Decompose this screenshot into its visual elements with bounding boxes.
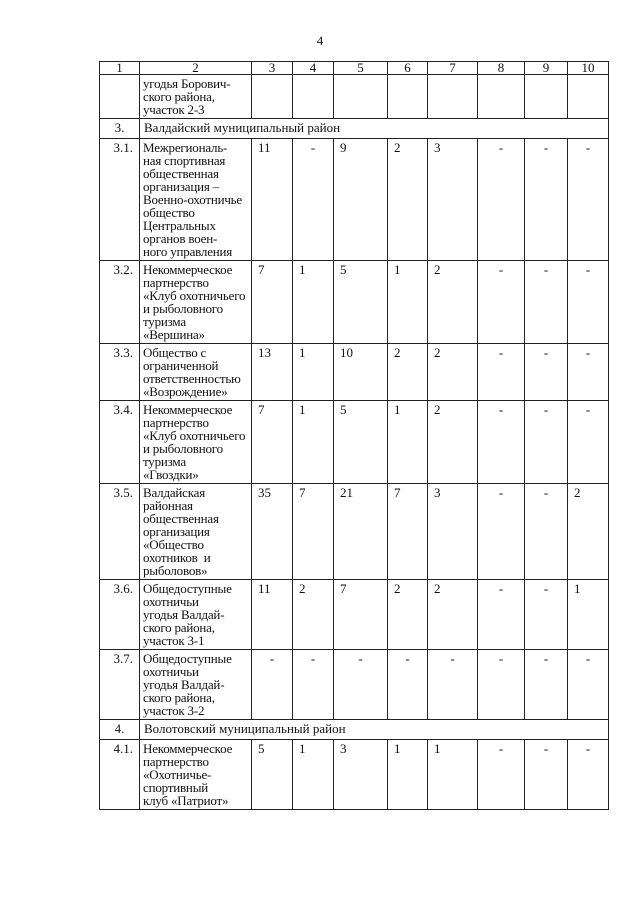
value-cell: 1 — [293, 401, 334, 484]
table-row — [100, 650, 609, 720]
value-cell: - — [388, 650, 428, 720]
value-cell — [334, 75, 388, 119]
value-cell: 21 — [334, 484, 388, 580]
value-cell: 1 — [388, 740, 428, 810]
column-header: 9 — [525, 62, 568, 75]
value-cell: - — [478, 344, 525, 401]
value-cell: 7 — [252, 261, 293, 344]
value-cell: - — [568, 650, 609, 720]
value-cell — [293, 75, 334, 119]
organization-name: Некоммерческое партнерство «Охотничье- спортивный клуб «Патриот» — [140, 740, 252, 810]
value-cell: - — [334, 650, 388, 720]
value-cell: - — [478, 740, 525, 810]
value-cell: - — [525, 344, 568, 401]
header-row — [100, 62, 609, 75]
column-header: 4 — [293, 62, 334, 75]
value-cell: - — [525, 401, 568, 484]
value-cell: - — [428, 650, 478, 720]
table-row — [100, 139, 609, 261]
value-cell: - — [568, 139, 609, 261]
value-cell: 2 — [428, 261, 478, 344]
hunting-quota-table — [99, 61, 609, 810]
value-cell: 13 — [252, 344, 293, 401]
value-cell: 35 — [252, 484, 293, 580]
value-cell: - — [293, 650, 334, 720]
value-cell: 7 — [334, 580, 388, 650]
value-cell: 5 — [334, 401, 388, 484]
value-cell: 3 — [334, 740, 388, 810]
value-cell: 2 — [428, 344, 478, 401]
value-cell: 2 — [388, 139, 428, 261]
value-cell: 1 — [293, 261, 334, 344]
column-header: 3 — [252, 62, 293, 75]
organization-name: угодья Борович- ского района, участок 2-3 — [140, 75, 252, 119]
table-row — [100, 75, 609, 119]
value-cell: 2 — [428, 401, 478, 484]
row-number: 3.6. — [100, 580, 140, 650]
value-cell: 1 — [293, 740, 334, 810]
value-cell: - — [568, 740, 609, 810]
column-header: 7 — [428, 62, 478, 75]
value-cell: - — [525, 580, 568, 650]
value-cell: - — [478, 139, 525, 261]
value-cell: 7 — [293, 484, 334, 580]
value-cell: - — [525, 740, 568, 810]
value-cell — [428, 75, 478, 119]
organization-name: Некоммерческое партнерство «Клуб охотничьего и рыболовного туризма «Вершина» — [140, 261, 252, 344]
value-cell: 3 — [428, 484, 478, 580]
value-cell: - — [478, 401, 525, 484]
value-cell: - — [568, 344, 609, 401]
section-title: Волотовский муниципальный район — [140, 720, 609, 740]
table-row — [100, 484, 609, 580]
value-cell: - — [568, 401, 609, 484]
column-header: 10 — [568, 62, 609, 75]
value-cell: - — [478, 484, 525, 580]
row-number: 3.7. — [100, 650, 140, 720]
section-number: 3. — [100, 119, 140, 139]
value-cell: 7 — [388, 484, 428, 580]
row-number: 3.5. — [100, 484, 140, 580]
value-cell: 11 — [252, 139, 293, 261]
value-cell: 1 — [293, 344, 334, 401]
row-number — [100, 75, 140, 119]
value-cell: - — [525, 261, 568, 344]
value-cell: - — [478, 261, 525, 344]
organization-name: Общедоступные охотничьи угодья Валдай- ского района, участок 3-1 — [140, 580, 252, 650]
table-row — [100, 401, 609, 484]
value-cell: 2 — [428, 580, 478, 650]
organization-name: Валдайская районная общественная организация «Общество охотников и рыболовов» — [140, 484, 252, 580]
value-cell: 10 — [334, 344, 388, 401]
section-title: Валдайский муниципальный район — [140, 119, 609, 139]
value-cell: 1 — [388, 401, 428, 484]
value-cell: 9 — [334, 139, 388, 261]
table-row — [100, 344, 609, 401]
organization-name: Общедоступные охотничьи угодья Валдай- ского района, участок 3-2 — [140, 650, 252, 720]
value-cell — [525, 75, 568, 119]
organization-name: Общество с ограниченной ответственностью «Возрождение» — [140, 344, 252, 401]
row-number: 3.3. — [100, 344, 140, 401]
value-cell: - — [525, 650, 568, 720]
value-cell: 11 — [252, 580, 293, 650]
row-number: 3.4. — [100, 401, 140, 484]
table-row — [100, 261, 609, 344]
section-row — [100, 720, 609, 740]
value-cell: 7 — [252, 401, 293, 484]
value-cell — [252, 75, 293, 119]
table-row — [100, 740, 609, 810]
value-cell: 1 — [428, 740, 478, 810]
value-cell: 1 — [568, 580, 609, 650]
column-header: 2 — [140, 62, 252, 75]
value-cell: 2 — [388, 580, 428, 650]
value-cell: - — [525, 484, 568, 580]
row-number: 4.1. — [100, 740, 140, 810]
table-row — [100, 580, 609, 650]
value-cell: - — [252, 650, 293, 720]
column-header: 5 — [334, 62, 388, 75]
organization-name: Некоммерческое партнерство «Клуб охотничьего и рыболовного туризма «Гвоздки» — [140, 401, 252, 484]
row-number: 3.1. — [100, 139, 140, 261]
value-cell: - — [568, 261, 609, 344]
value-cell — [568, 75, 609, 119]
value-cell: - — [478, 650, 525, 720]
column-header: 8 — [478, 62, 525, 75]
value-cell: 3 — [428, 139, 478, 261]
value-cell: 2 — [568, 484, 609, 580]
value-cell — [478, 75, 525, 119]
column-header: 1 — [100, 62, 140, 75]
page-number: 4 — [316, 33, 324, 48]
value-cell: 2 — [293, 580, 334, 650]
value-cell — [388, 75, 428, 119]
value-cell: - — [293, 139, 334, 261]
value-cell: 1 — [388, 261, 428, 344]
organization-name: Межрегиональ- ная спортивная общественная организация – Военно-охотничье общество Центральных органов воен- ного управления — [140, 139, 252, 261]
value-cell: 2 — [388, 344, 428, 401]
column-header: 6 — [388, 62, 428, 75]
section-row — [100, 119, 609, 139]
value-cell: 5 — [252, 740, 293, 810]
value-cell: 5 — [334, 261, 388, 344]
value-cell: - — [478, 580, 525, 650]
section-number: 4. — [100, 720, 140, 740]
value-cell: - — [525, 139, 568, 261]
row-number: 3.2. — [100, 261, 140, 344]
